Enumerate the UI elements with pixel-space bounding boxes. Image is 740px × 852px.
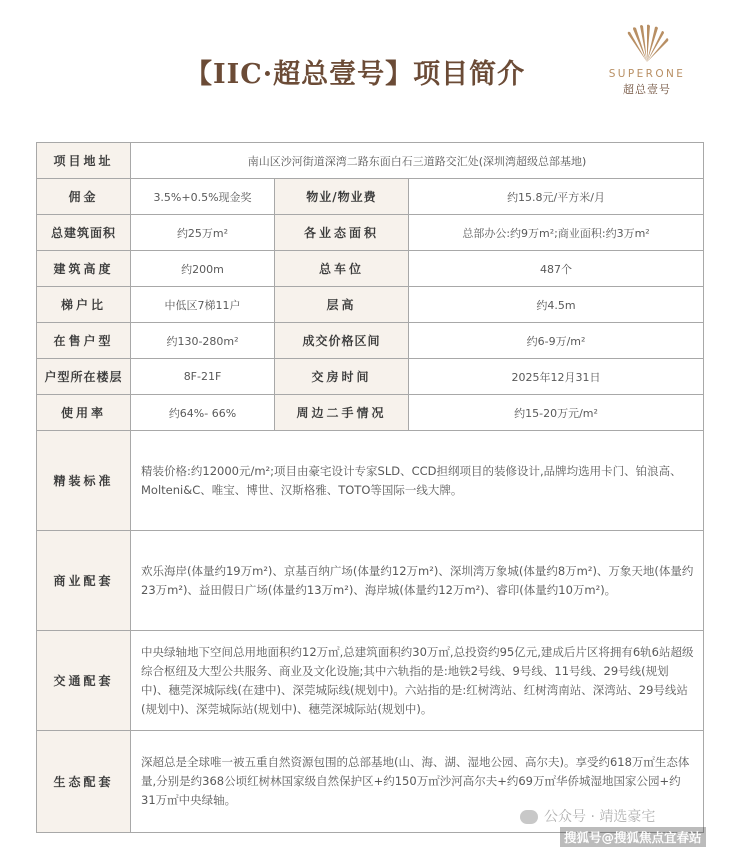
price-value: 约6-9万/m² — [409, 323, 704, 359]
floor-height-value: 约4.5m — [409, 287, 704, 323]
usage-value: 约64%- 66% — [131, 395, 275, 431]
project-info-table — [36, 142, 704, 833]
ratio-label: 梯户比 — [37, 287, 131, 323]
decoration-value: 精装价格:约12000元/m²;项目由豪宅设计专家SLD、CCD担纲项目的装修设计,品牌均选用卡门、铂浪高、Molteni&C、唯宝、博世、汉斯格雅、TOTO等国际一线大牌。 — [131, 431, 704, 531]
source-watermark: 搜狐号@搜狐焦点宜春站 — [560, 827, 706, 847]
table-row — [37, 179, 704, 215]
table-row — [37, 431, 704, 531]
unit-value: 约130-280m² — [131, 323, 275, 359]
delivery-value: 2025年12月31日 — [409, 359, 704, 395]
second-hand-value: 约15-20万元/m² — [409, 395, 704, 431]
delivery-label: 交房时间 — [275, 359, 409, 395]
transport-value: 中央绿轴地下空间总用地面积约12万㎡,总建筑面积约30万㎡,总投资约95亿元,建成后片区将拥有6轨6站超级综合枢纽及大型公共服务、商业及文化设施;其中六轨指的是:地铁2号线、9号线、11号线、29号线(规划中)、穗莞深城际线(在建中)、深莞城际线(规划中)。六站指的是:红树湾站、红树湾南站、深湾站、29号线站(规划中)、深莞城际站(规划中)、穗莞深城际站(规划中)。 — [131, 631, 704, 731]
address-label: 项目地址 — [37, 143, 131, 179]
table-row — [37, 359, 704, 395]
table-row — [37, 287, 704, 323]
account-watermark-text: 公众号 · 靖选豪宅 — [544, 809, 656, 825]
height-value: 约200m — [131, 251, 275, 287]
commission-value: 3.5%+0.5%现金奖 — [131, 179, 275, 215]
floors-label: 户型所在楼层 — [37, 359, 131, 395]
price-label: 成交价格区间 — [275, 323, 409, 359]
header — [0, 0, 740, 130]
transport-label: 交通配套 — [37, 631, 131, 731]
commerce-label: 商业配套 — [37, 531, 131, 631]
logo-english-text: SUPERONE — [608, 68, 686, 80]
formats-label: 各业态面积 — [275, 215, 409, 251]
wechat-icon — [520, 810, 538, 824]
usage-label: 使用率 — [37, 395, 131, 431]
table-row — [37, 215, 704, 251]
formats-value: 总部办公:约9万m²;商业面积:约3万m² — [409, 215, 704, 251]
table-row — [37, 251, 704, 287]
area-value: 约25万m² — [131, 215, 275, 251]
table-row — [37, 143, 704, 179]
unit-label: 在售户型 — [37, 323, 131, 359]
floors-value: 8F-21F — [131, 359, 275, 395]
parking-value: 487个 — [409, 251, 704, 287]
logo-chinese-text: 超总壹号 — [623, 83, 671, 96]
table-row — [37, 395, 704, 431]
floor-height-label: 层高 — [275, 287, 409, 323]
page-title: 【IIC·超总壹号】项目简介 — [185, 59, 526, 90]
table-row — [37, 531, 704, 631]
ecology-label: 生态配套 — [37, 731, 131, 833]
property-label: 物业/物业费 — [275, 179, 409, 215]
commerce-value: 欢乐海岸(体量约19万m²)、京基百纳广场(体量约12万m²)、深圳湾万象城(体量约8万m²)、万象天地(体量约23万m²)、益田假日广场(体量约13万m²)、海岸城(体量约12万m²)、睿印(体量约10万m²)。 — [131, 531, 704, 631]
address-value: 南山区沙河街道深湾二路东面白石三道路交汇处(深圳湾超级总部基地) — [131, 143, 704, 179]
height-label: 建筑高度 — [37, 251, 131, 287]
second-hand-label: 周边二手情况 — [275, 395, 409, 431]
ecology-value: 深超总是全球唯一被五重自然资源包围的总部基地(山、海、湖、湿地公园、高尔夫)。享受约618万㎡生态体量,分别是约368公顷红树林国家级自然保护区+约150万㎡沙河高尔夫+约69万㎡华侨城湿地国家公园+约31万㎡中央绿轴。 — [131, 731, 704, 833]
commission-label: 佣金 — [37, 179, 131, 215]
account-watermark — [520, 806, 655, 826]
parking-label: 总车位 — [275, 251, 409, 287]
fan-logo-icon — [624, 24, 670, 64]
ratio-value: 中低区7梯11户 — [131, 287, 275, 323]
property-value: 约15.8元/平方米/月 — [409, 179, 704, 215]
area-label: 总建筑面积 — [37, 215, 131, 251]
decoration-label: 精装标准 — [37, 431, 131, 531]
table-row — [37, 323, 704, 359]
superone-logo — [592, 24, 702, 104]
table-row — [37, 631, 704, 731]
